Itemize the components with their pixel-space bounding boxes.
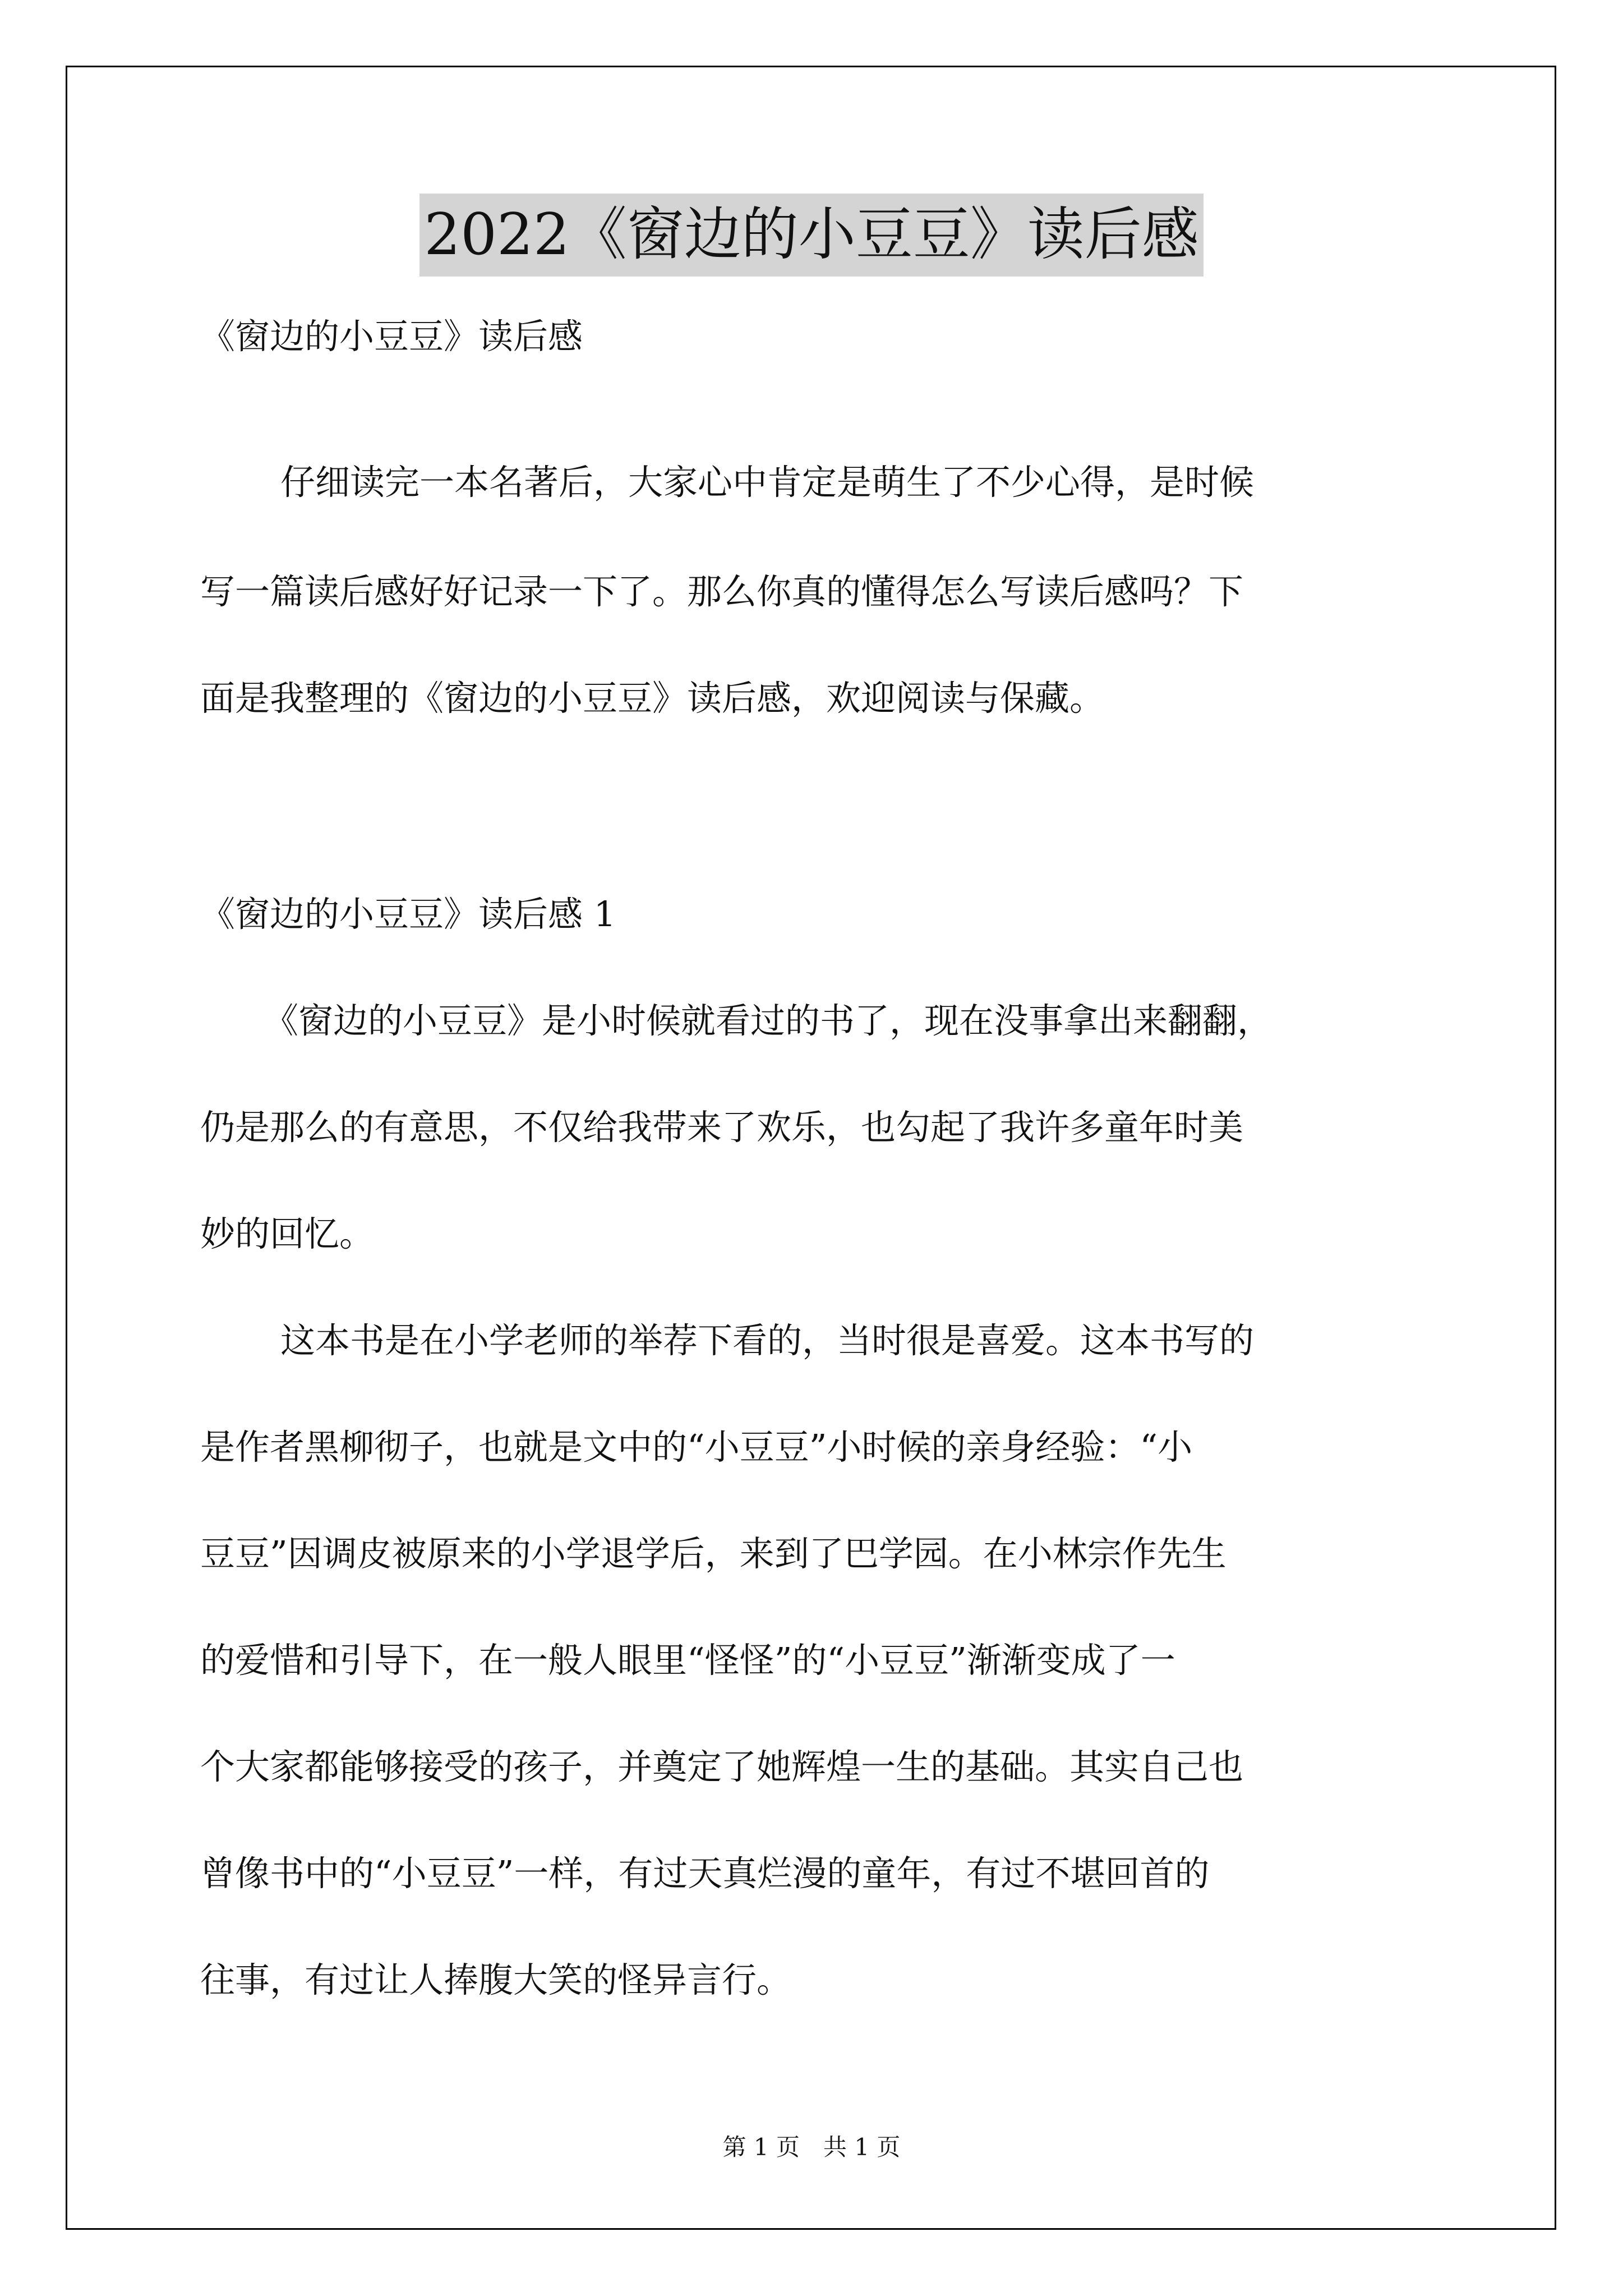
paragraph-line: 妙的回忆。 (200, 1213, 375, 1254)
document-title: 2022《窗边的小豆豆》读后感 (419, 194, 1204, 277)
paragraph-line: 面是我整理的《窗边的小豆豆》读后感，欢迎阅读与保藏。 (200, 678, 1105, 719)
paragraph-line: 仍是那么的有意思，不仅给我带来了欢乐，也勾起了我许多童年时美 (200, 1107, 1244, 1148)
paragraph-line: 往事，有过让人捧腹大笑的怪异言行。 (200, 1959, 792, 2000)
paragraph-line: 个大家都能够接受的孩子，并奠定了她辉煌一生的基础。其实自己也 (200, 1746, 1244, 1787)
paragraph-line: 仔细读完一本名著后，大家心中肯定是萌生了不少心得，是时候 (280, 462, 1255, 503)
section-heading: 《窗边的小豆豆》读后感 1 (200, 894, 616, 935)
paragraph-line: 这本书是在小学老师的举荐下看的，当时很是喜爱。这本书写的 (280, 1320, 1255, 1361)
paragraph-line: 写一篇读后感好好记录一下了。那么你真的懂得怎么写读后感吗？下 (200, 571, 1244, 612)
paragraph-line: 《窗边的小豆豆》是小时候就看过的书了，现在没事拿出来翻翻， (264, 1000, 1272, 1041)
paragraph-line: 豆豆”因调皮被原来的小学退学后，来到了巴学园。在小林宗作先生 (200, 1533, 1227, 1574)
subheading: 《窗边的小豆豆》读后感 (200, 316, 583, 357)
paragraph-line: 曾像书中的“小豆豆”一样，有过天真烂漫的童年，有过不堪回首的 (200, 1853, 1210, 1894)
paragraph-line: 的爱惜和引导下，在一般人眼里“怪怪”的“小豆豆”渐渐变成了一 (200, 1640, 1175, 1681)
paragraph-line: 是作者黑柳彻子，也就是文中的“小豆豆”小时候的亲身经验：“小 (200, 1427, 1193, 1467)
page-footer: 第 1 页 共 1 页 (722, 2133, 901, 2161)
title-container (0, 194, 1623, 277)
